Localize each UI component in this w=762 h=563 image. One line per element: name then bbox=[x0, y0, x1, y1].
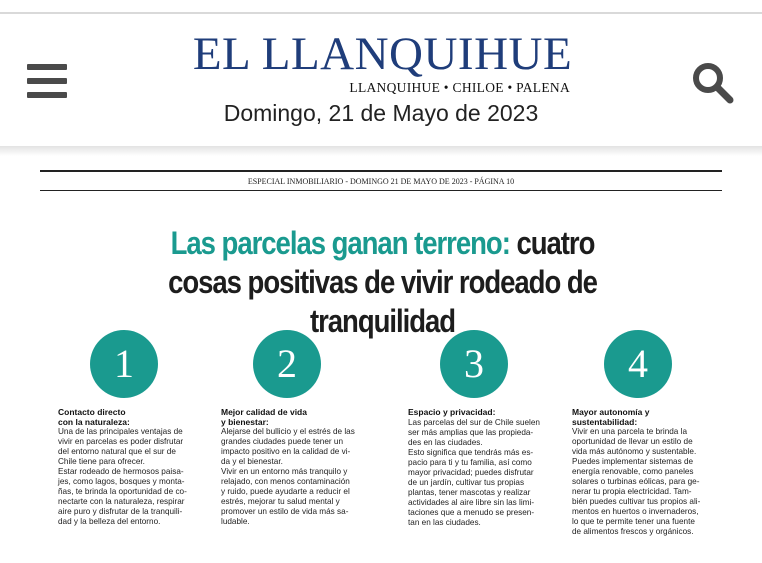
section-rule-bottom bbox=[40, 190, 722, 191]
header-shadow bbox=[0, 146, 762, 156]
benefit-heading: Espacio y privacidad: bbox=[408, 407, 496, 417]
number-badge: 3 bbox=[440, 330, 508, 398]
benefit-item-4 bbox=[572, 330, 732, 537]
section-rule-top bbox=[40, 170, 722, 172]
benefit-body: Las parcelas del sur de Chile suelen ser más amplias que las propieda- des en las ciudades. Esto significa que tendrás más es- pacio para ti y tu familia, así como mayor privacidad; puedes disfrutar de un jardín, cultivar tus propias plantas, tener mascotas y realizar actividades al aire libre sin las limi- taciones que a menudo se presen- tan en las ciudades. bbox=[408, 417, 540, 527]
benefit-heading: Mejor calidad de vida y bienestar: bbox=[221, 407, 307, 427]
benefit-item-3 bbox=[408, 330, 568, 528]
section-line: ESPECIAL INMOBILIARIO - DOMINGO 21 DE MAYO DE 2023 - PÁGINA 10 bbox=[247, 177, 515, 186]
benefit-item-1 bbox=[58, 330, 218, 527]
article-title-highlight: Las parcelas ganan terreno: bbox=[170, 225, 510, 261]
benefit-heading: Mayor autonomía y sustentabilidad: bbox=[572, 407, 650, 427]
benefit-heading: Contacto directo con la naturaleza: bbox=[58, 407, 130, 427]
benefit-body: Una de las principales ventajas de vivir en parcelas es poder disfrutar del entorno natural que el sur de Chile tiene para ofrecer. Estar rodeado de hermosos paisa- jes, como lagos, bosques y monta- ñas, te brinda la oportunidad de co- nectarte con la naturaleza, respirar aire puro y disfrutar de la tranquili- dad y la belleza del entorno. bbox=[58, 427, 187, 526]
number-badge: 2 bbox=[253, 330, 321, 398]
benefit-item-2 bbox=[221, 330, 381, 527]
edition-date: Domingo, 21 de Mayo de 2023 bbox=[223, 100, 539, 126]
article-title-rest: cuatro cosas positivas de vivir rodeado de tranquilidad bbox=[168, 225, 597, 339]
search-icon[interactable] bbox=[690, 60, 736, 106]
number-badge: 1 bbox=[90, 330, 158, 398]
article-title bbox=[135, 224, 630, 341]
masthead-regions: LLANQUIHUE • CHILOE • PALENA bbox=[349, 80, 570, 95]
benefit-body: Alejarse del bullicio y el estrés de las grandes ciudades puede tener un impacto positivo en la calidad de vi- da y el bienestar. Vivir en un entorno más tranquilo y relajado, con menos contaminación y ruido, puede ayudarte a reducir el estrés, mejorar tu salud mental y promover un estilo de vida más sa- ludable. bbox=[221, 427, 355, 526]
benefit-body: Vivir en una parcela te brinda la oportunidad de llevar un estilo de vida más autónomo y sustentable. Puedes implementar sistemas de energía renovable, como paneles solares o turbinas eólicas, para ge- nerar tu propia electricidad. Tam- bién puedes cultivar tus propios ali- mentos en huertos o invernaderos, lo que te permite tener una fuente de alimentos frescos y orgánicos. bbox=[572, 427, 701, 536]
number-badge: 4 bbox=[604, 330, 672, 398]
masthead-logo[interactable]: EL LLANQUIHUE bbox=[192, 28, 573, 80]
hamburger-menu-icon[interactable] bbox=[27, 64, 67, 98]
